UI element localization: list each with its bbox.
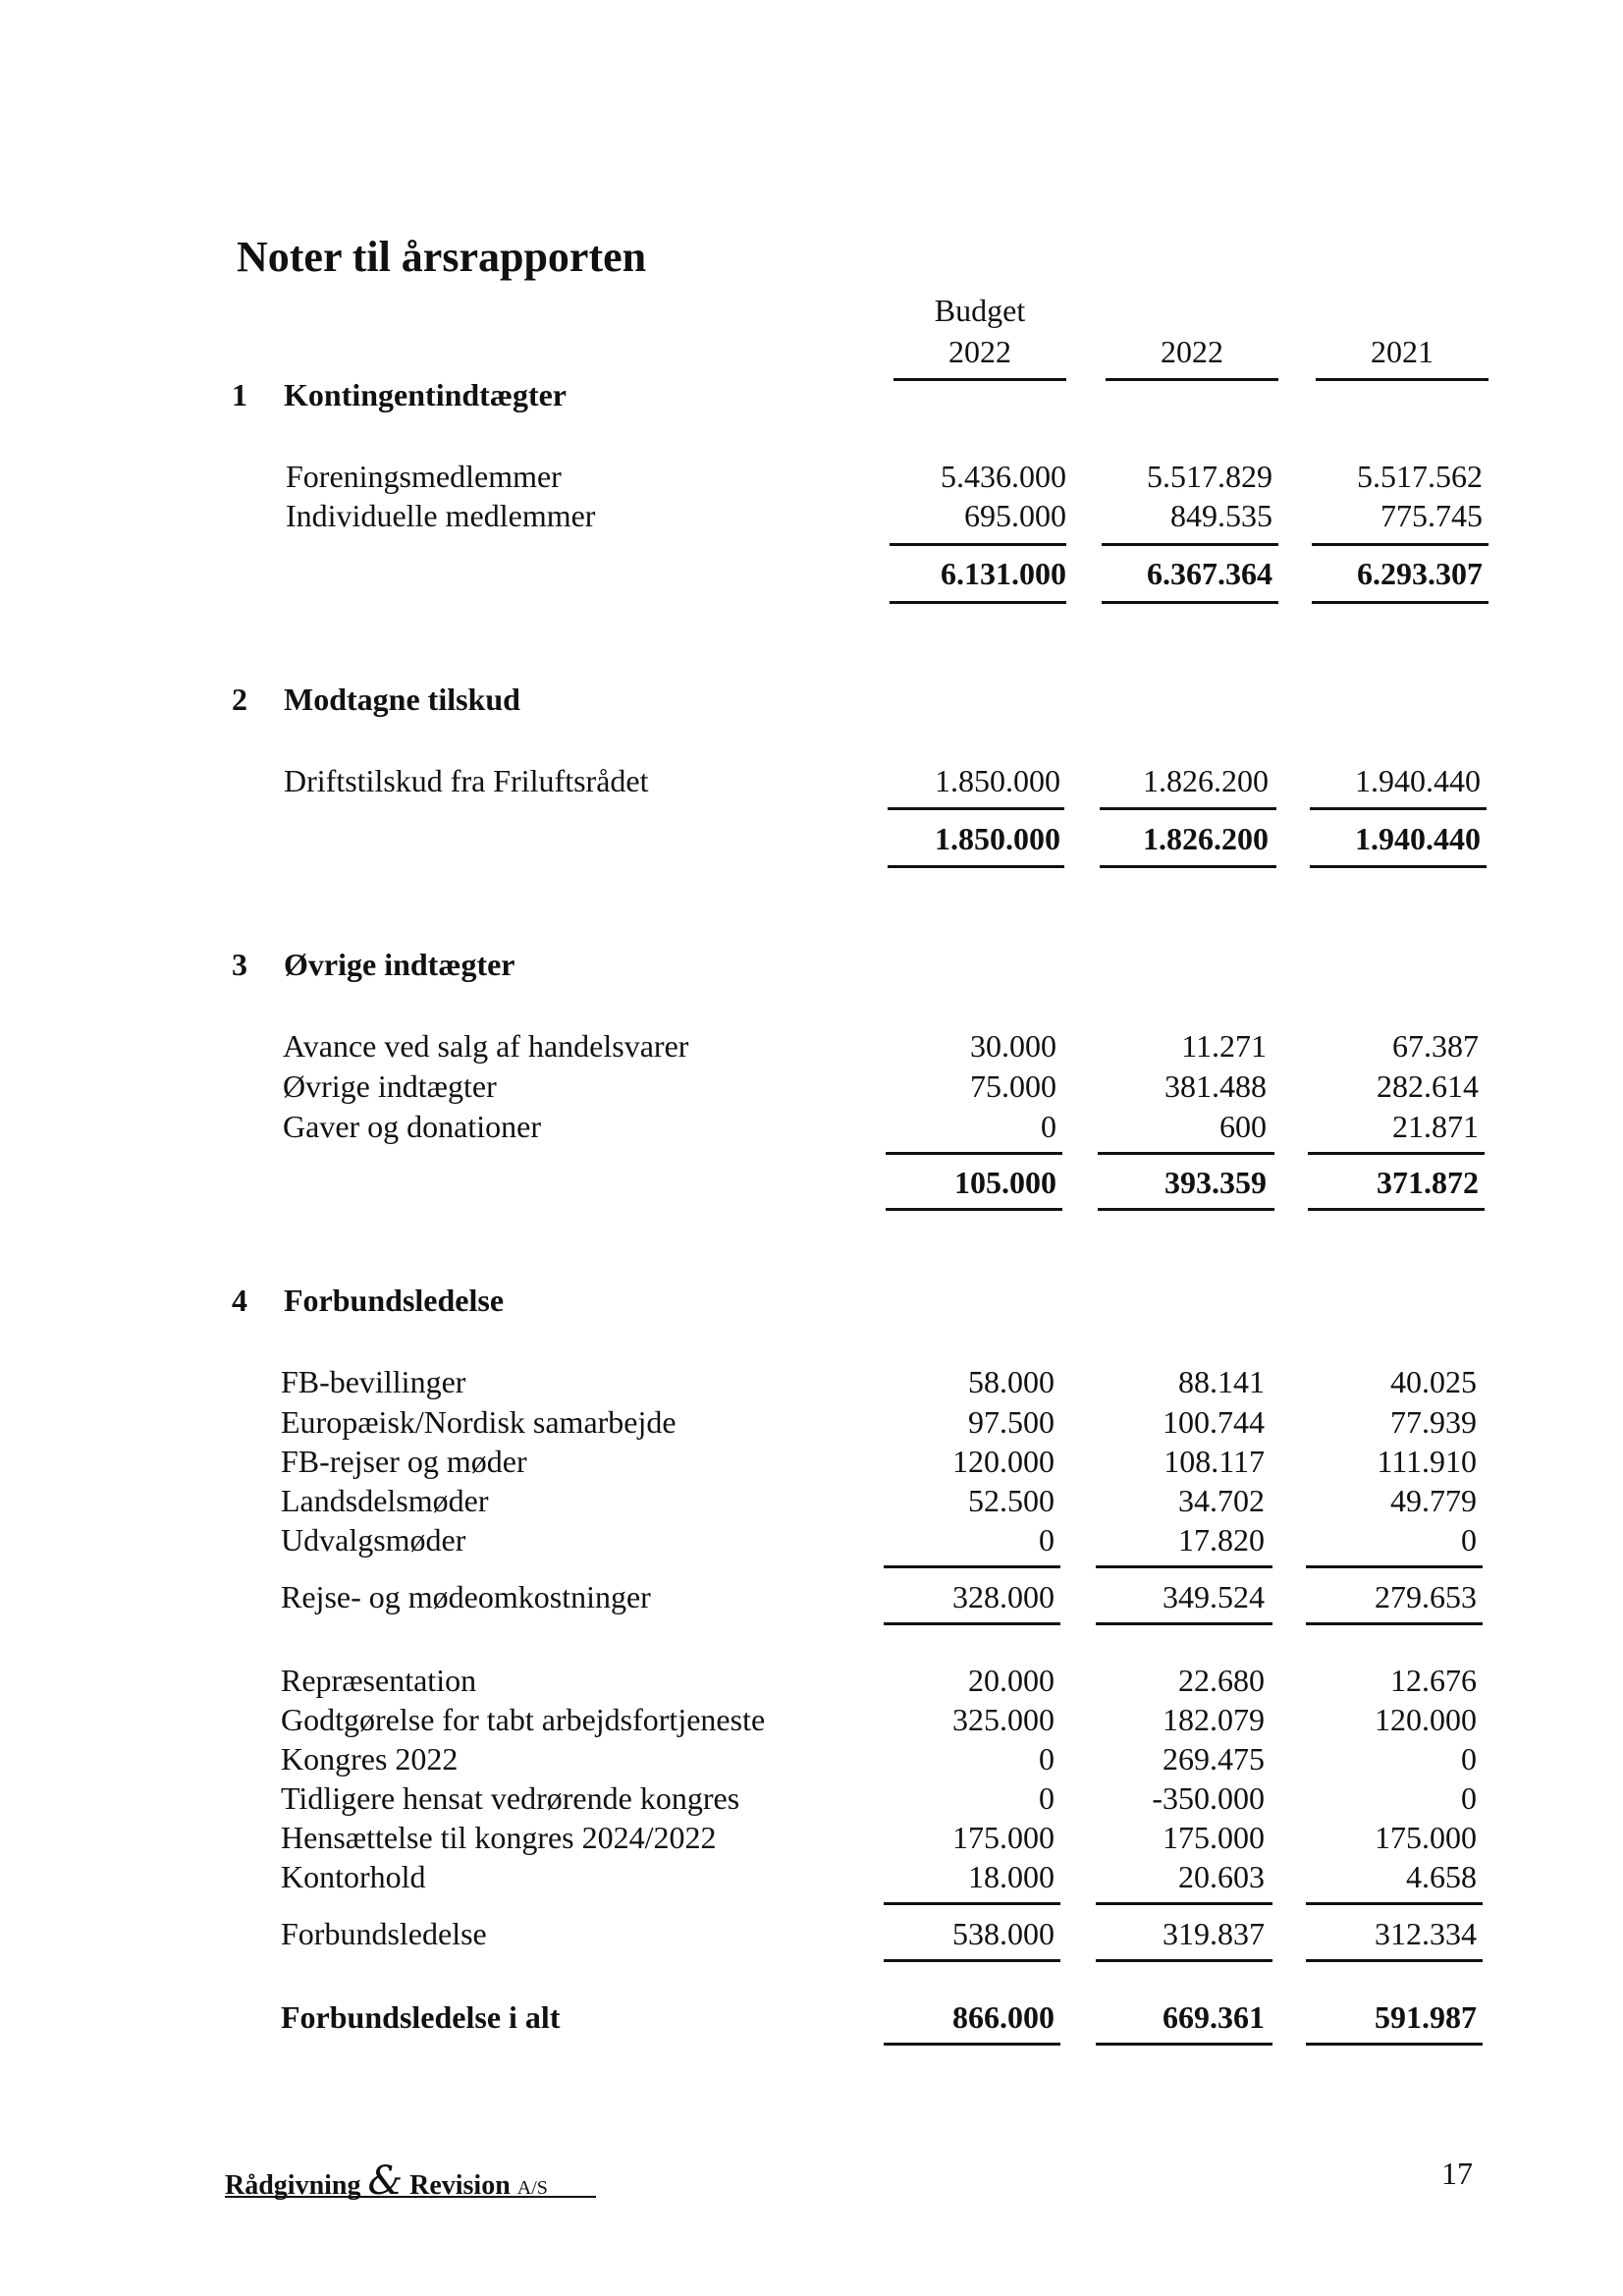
row-label: Avance ved salg af handelsvarer xyxy=(283,1028,689,1064)
header-rule xyxy=(1106,378,1278,381)
cell-value: 175.000 xyxy=(1163,1820,1265,1855)
subtotal-rule xyxy=(1096,1622,1272,1625)
row-label: Driftstilskud fra Friluftsrådet xyxy=(284,763,649,798)
total-value: 1.850.000 xyxy=(935,821,1060,856)
cell-value: 182.079 xyxy=(1163,1702,1265,1737)
column-header-budget-label: Budget xyxy=(934,293,1026,328)
row-label: Kontorhold xyxy=(281,1859,426,1894)
row-label: Individuelle medlemmer xyxy=(286,498,596,533)
sum-rule xyxy=(1306,1565,1483,1568)
row-label: Kongres 2022 xyxy=(281,1741,459,1777)
sum-rule xyxy=(1308,1152,1485,1155)
total-rule xyxy=(886,1208,1062,1211)
column-header-2021: 2021 xyxy=(1371,334,1434,369)
cell-value: 100.744 xyxy=(1163,1404,1265,1440)
cell-value: 849.535 xyxy=(1170,498,1272,533)
cell-value: 75.000 xyxy=(970,1068,1056,1104)
subtotal-label: Rejse- og mødeomkostninger xyxy=(281,1579,651,1614)
subtotal-value: 279.653 xyxy=(1375,1579,1477,1614)
section-number: 1 xyxy=(232,377,247,412)
cell-value: 5.436.000 xyxy=(941,459,1066,494)
row-label: Øvrige indtægter xyxy=(283,1068,497,1104)
subtotal-rule xyxy=(1306,1959,1483,1962)
cell-value: 381.488 xyxy=(1164,1068,1267,1104)
grand-total-value: 591.987 xyxy=(1375,1999,1477,2035)
sum-rule xyxy=(886,1152,1062,1155)
subtotal-value: 349.524 xyxy=(1163,1579,1265,1614)
cell-value: 325.000 xyxy=(952,1702,1055,1737)
cell-value: 18.000 xyxy=(968,1859,1055,1894)
sum-rule xyxy=(1306,1902,1483,1905)
cell-value: 20.603 xyxy=(1178,1859,1265,1894)
sum-rule xyxy=(888,807,1064,810)
cell-value: 22.680 xyxy=(1178,1663,1265,1698)
cell-value: 4.658 xyxy=(1406,1859,1477,1894)
cell-value: 5.517.562 xyxy=(1357,459,1483,494)
cell-value: 11.271 xyxy=(1181,1028,1267,1064)
column-header-budget-2022: 2022 xyxy=(948,334,1011,369)
cell-value: 1.826.200 xyxy=(1143,763,1269,798)
subtotal-rule xyxy=(884,1622,1060,1625)
grand-total-rule xyxy=(884,2043,1060,2046)
total-value: 105.000 xyxy=(954,1165,1056,1200)
cell-value: 67.387 xyxy=(1392,1028,1479,1064)
page-title: Noter til årsrapporten xyxy=(237,233,647,281)
row-label: Landsdelsmøder xyxy=(281,1483,489,1518)
section-heading: Kontingentindtægter xyxy=(284,377,567,412)
cell-value: 34.702 xyxy=(1178,1483,1265,1518)
cell-value: 40.025 xyxy=(1390,1364,1477,1399)
cell-value: 175.000 xyxy=(1375,1820,1477,1855)
row-label: FB-bevillinger xyxy=(281,1364,466,1399)
header-rule xyxy=(1316,378,1488,381)
row-label: Foreningsmedlemmer xyxy=(286,459,562,494)
cell-value: 20.000 xyxy=(968,1663,1055,1698)
total-rule xyxy=(1310,865,1487,868)
cell-value: 120.000 xyxy=(1375,1702,1477,1737)
section-number: 3 xyxy=(232,947,247,982)
sum-rule xyxy=(1102,543,1278,546)
total-value: 6.293.307 xyxy=(1357,556,1483,591)
total-rule xyxy=(888,865,1064,868)
total-rule xyxy=(1312,601,1488,604)
cell-value: 17.820 xyxy=(1178,1522,1265,1558)
cell-value: 120.000 xyxy=(952,1444,1055,1479)
total-value: 6.131.000 xyxy=(941,556,1066,591)
cell-value: 0 xyxy=(1461,1780,1477,1816)
subtotal-value: 319.837 xyxy=(1163,1916,1265,1951)
section-heading: Forbundsledelse xyxy=(284,1283,505,1318)
subtotal-rule xyxy=(1096,1959,1272,1962)
cell-value: 58.000 xyxy=(968,1364,1055,1399)
cell-value: 775.745 xyxy=(1380,498,1483,533)
cell-value: 21.871 xyxy=(1392,1109,1479,1144)
cell-value: -350.000 xyxy=(1152,1780,1265,1816)
total-value: 371.872 xyxy=(1377,1165,1479,1200)
column-header-2022: 2022 xyxy=(1161,334,1223,369)
section-heading: Modtagne tilskud xyxy=(284,682,520,717)
grand-total-rule xyxy=(1306,2043,1483,2046)
logo-ampersand: & xyxy=(367,2159,404,2204)
total-value: 1.940.440 xyxy=(1355,821,1481,856)
logo-text-part2: Revision xyxy=(409,2170,511,2201)
cell-value: 97.500 xyxy=(968,1404,1055,1440)
cell-value: 12.676 xyxy=(1390,1663,1477,1698)
total-value: 6.367.364 xyxy=(1147,556,1272,591)
row-label: Udvalgsmøder xyxy=(281,1522,466,1558)
sum-rule xyxy=(890,543,1066,546)
cell-value: 49.779 xyxy=(1390,1483,1477,1518)
cell-value: 175.000 xyxy=(952,1820,1055,1855)
cell-value: 0 xyxy=(1039,1741,1055,1777)
grand-total-value: 866.000 xyxy=(952,1999,1055,2035)
section-number: 2 xyxy=(232,682,247,717)
cell-value: 0 xyxy=(1461,1741,1477,1777)
header-rule xyxy=(893,378,1066,381)
row-label: Tidligere hensat vedrørende kongres xyxy=(281,1780,740,1816)
cell-value: 269.475 xyxy=(1163,1741,1265,1777)
sum-rule xyxy=(1100,807,1276,810)
cell-value: 0 xyxy=(1041,1109,1056,1144)
sum-rule xyxy=(1096,1565,1272,1568)
sum-rule xyxy=(1312,543,1488,546)
sum-rule xyxy=(884,1565,1060,1568)
total-rule xyxy=(890,601,1066,604)
sum-rule xyxy=(1310,807,1487,810)
subtotal-label: Forbundsledelse xyxy=(281,1916,487,1951)
cell-value: 77.939 xyxy=(1390,1404,1477,1440)
total-value: 1.826.200 xyxy=(1143,821,1269,856)
subtotal-value: 312.334 xyxy=(1375,1916,1477,1951)
total-value: 393.359 xyxy=(1164,1165,1267,1200)
row-label: Godtgørelse for tabt arbejdsfortjeneste xyxy=(281,1702,766,1737)
cell-value: 30.000 xyxy=(970,1028,1056,1064)
page-number: 17 xyxy=(1441,2156,1473,2191)
cell-value: 1.850.000 xyxy=(935,763,1060,798)
section-number: 4 xyxy=(232,1283,247,1318)
sum-rule xyxy=(1096,1902,1272,1905)
section-heading: Øvrige indtægter xyxy=(284,947,515,982)
subtotal-rule xyxy=(1306,1622,1483,1625)
total-rule xyxy=(1308,1208,1485,1211)
row-label: Repræsentation xyxy=(281,1663,477,1698)
grand-total-label: Forbundsledelse i alt xyxy=(281,1999,561,2035)
cell-value: 282.614 xyxy=(1377,1068,1479,1104)
logo-text-part1: Rådgivning xyxy=(225,2170,361,2201)
logo-underline xyxy=(225,2196,596,2198)
subtotal-value: 328.000 xyxy=(952,1579,1055,1614)
total-rule xyxy=(1100,865,1276,868)
row-label: Gaver og donationer xyxy=(283,1109,542,1144)
cell-value: 0 xyxy=(1461,1522,1477,1558)
subtotal-rule xyxy=(884,1959,1060,1962)
sum-rule xyxy=(884,1902,1060,1905)
row-label: Europæisk/Nordisk samarbejde xyxy=(281,1404,676,1440)
sum-rule xyxy=(1098,1152,1274,1155)
total-rule xyxy=(1102,601,1278,604)
subtotal-value: 538.000 xyxy=(952,1916,1055,1951)
row-label: Hensættelse til kongres 2024/2022 xyxy=(281,1820,717,1855)
logo-suffix: A/S xyxy=(516,2177,548,2199)
total-rule xyxy=(1098,1208,1274,1211)
grand-total-value: 669.361 xyxy=(1163,1999,1265,2035)
cell-value: 695.000 xyxy=(964,498,1066,533)
grand-total-rule xyxy=(1096,2043,1272,2046)
row-label: FB-rejser og møder xyxy=(281,1444,527,1479)
cell-value: 88.141 xyxy=(1178,1364,1265,1399)
cell-value: 5.517.829 xyxy=(1147,459,1272,494)
cell-value: 111.910 xyxy=(1377,1444,1477,1479)
cell-value: 52.500 xyxy=(968,1483,1055,1518)
cell-value: 600 xyxy=(1219,1109,1267,1144)
cell-value: 1.940.440 xyxy=(1355,763,1481,798)
cell-value: 108.117 xyxy=(1163,1444,1265,1479)
cell-value: 0 xyxy=(1039,1780,1055,1816)
cell-value: 0 xyxy=(1039,1522,1055,1558)
